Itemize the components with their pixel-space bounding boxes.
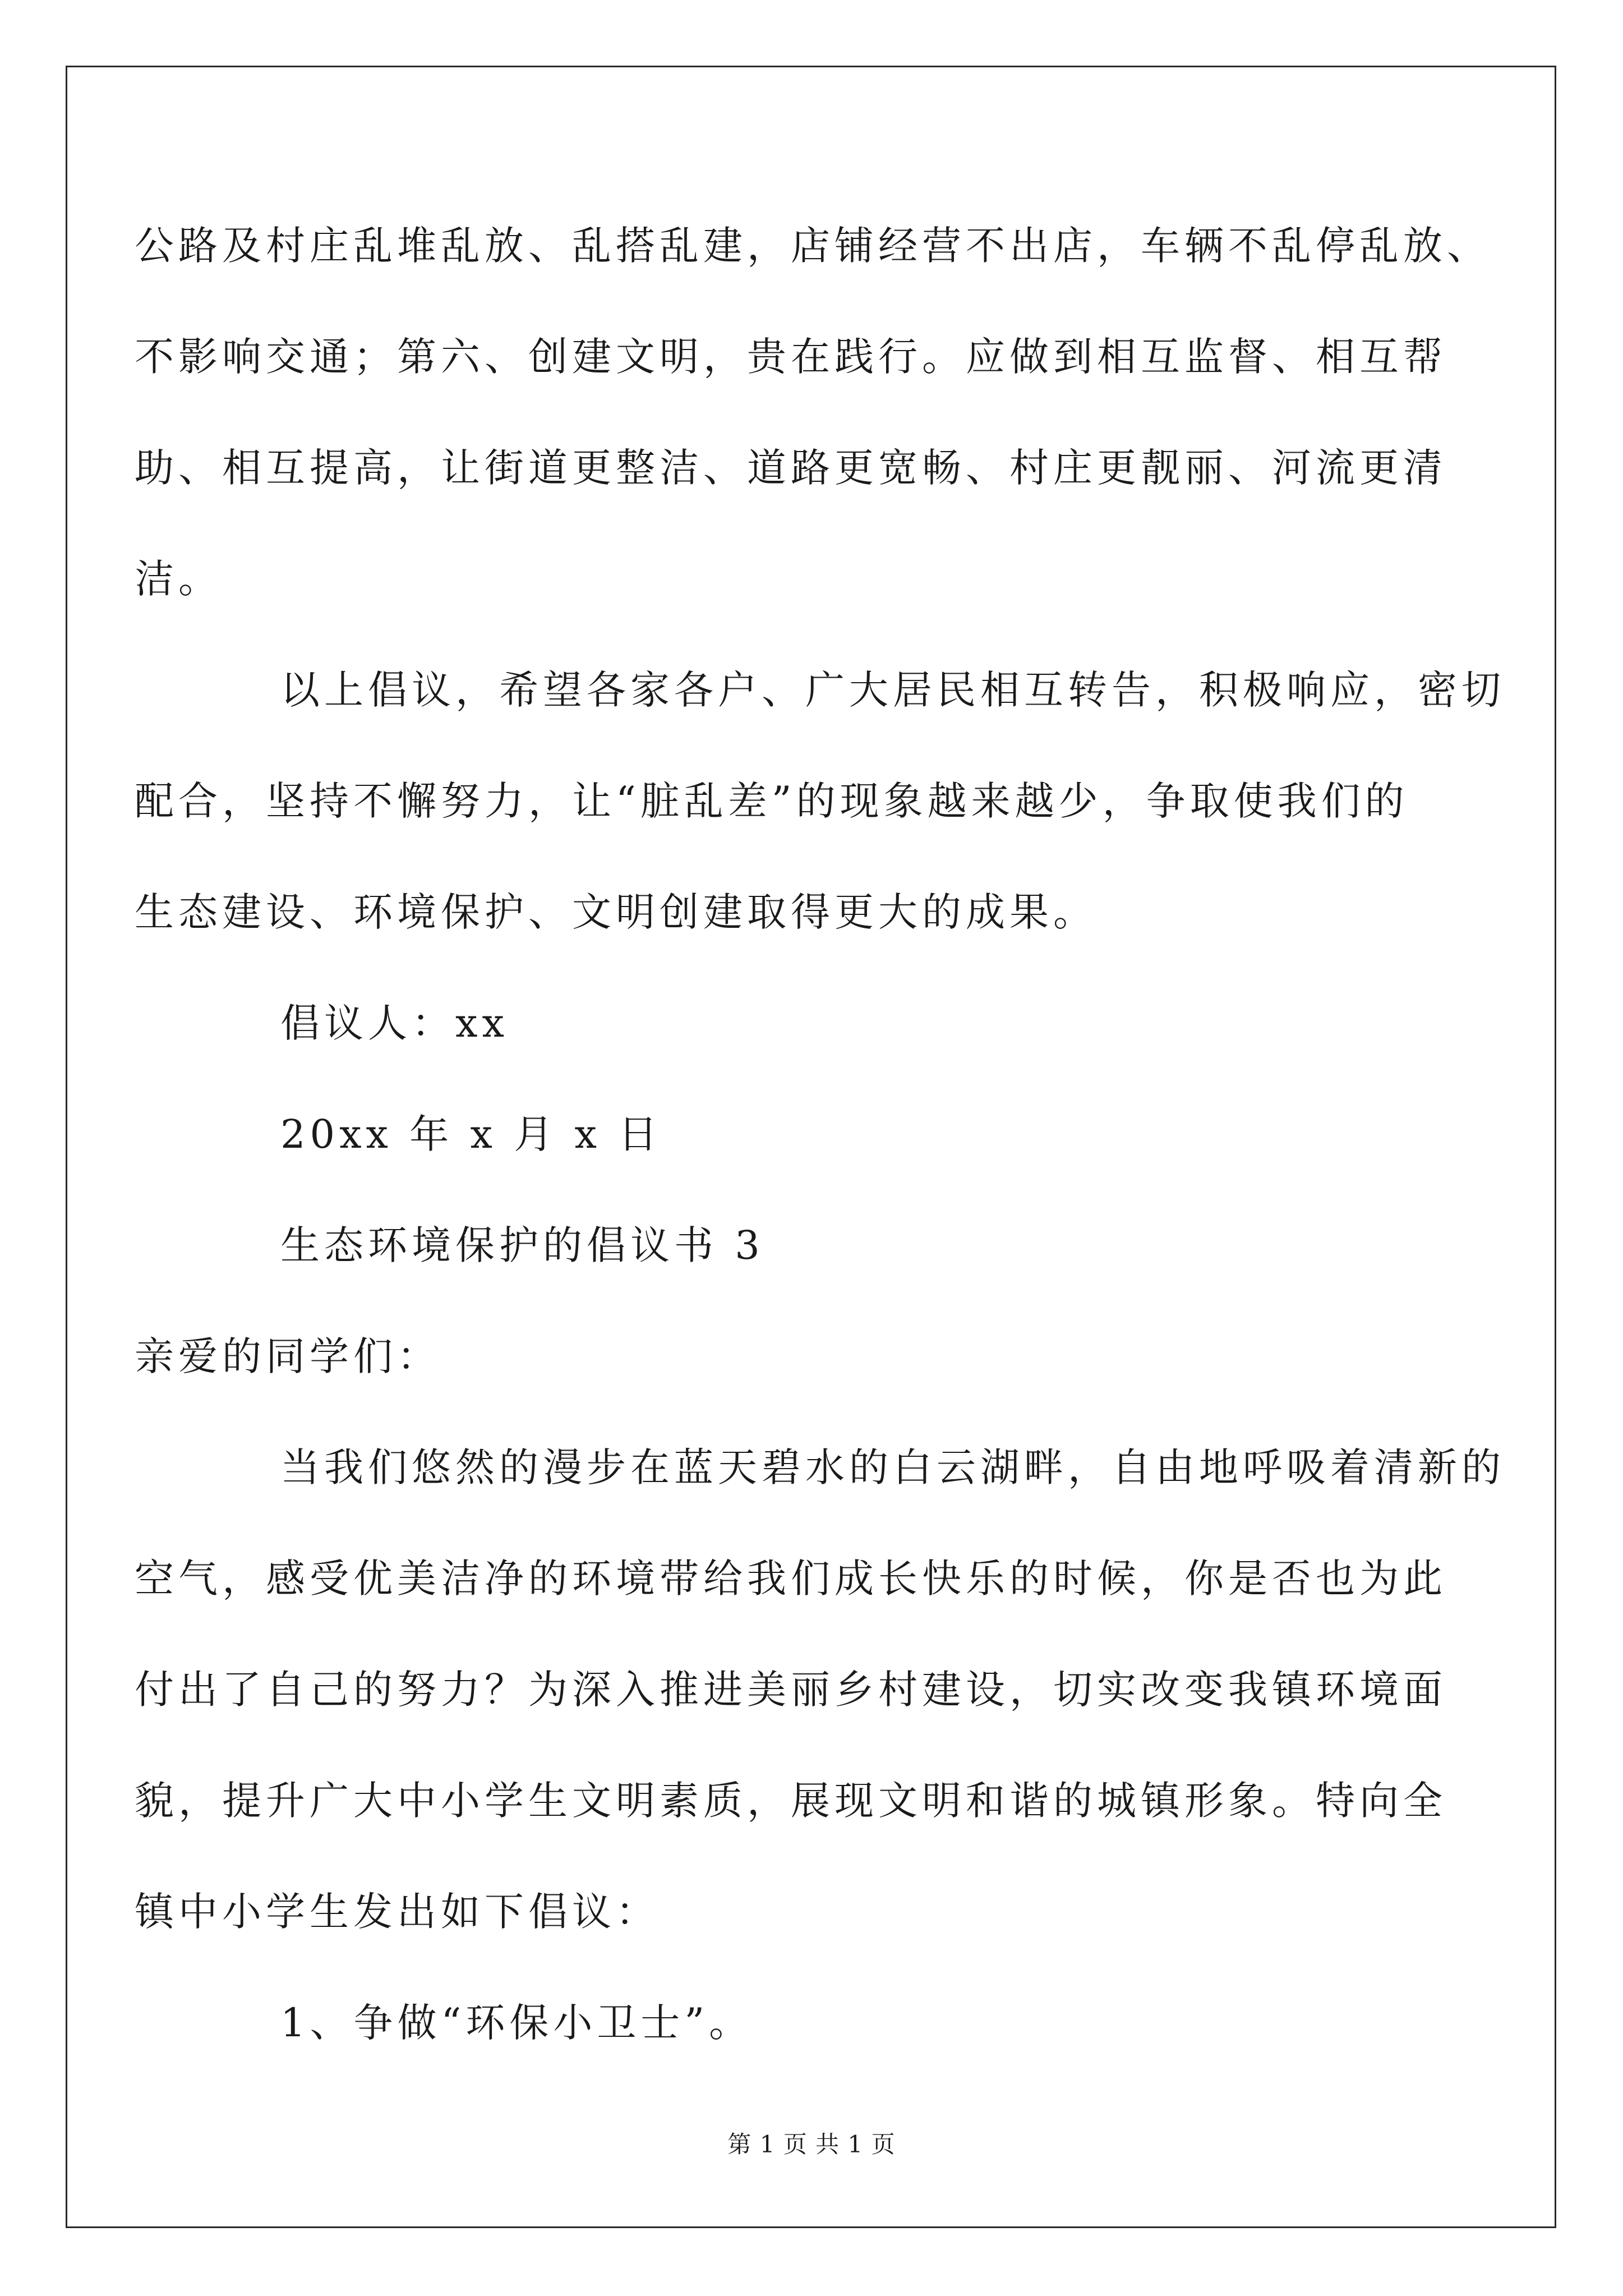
signatory-line: 倡议人：xx xyxy=(280,1000,509,1046)
body-line: 不影响交通；第六、创建文明，贵在践行。应做到相互监督、相互帮 xyxy=(135,334,1447,380)
section-title: 生态环境保护的倡议书 3 xyxy=(280,1222,764,1268)
body-line: 当我们悠然的漫步在蓝天碧水的白云湖畔，自由地呼吸着清新的 xyxy=(280,1444,1505,1490)
page-footer: 第 1 页 共 1 页 xyxy=(727,2131,896,2158)
body-line: 空气，感受优美洁净的环境带给我们成长快乐的时候，你是否也为此 xyxy=(135,1556,1447,1602)
body-line: 助、相互提高，让街道更整洁、道路更宽畅、村庄更靓丽、河流更清 xyxy=(135,445,1447,491)
body-line: 洁。 xyxy=(135,556,222,602)
list-item: 1、争做“环保小卫士”。 xyxy=(280,2000,753,2046)
date-line: 20xx 年 x 月 x 日 xyxy=(280,1111,662,1157)
body-line: 生态建设、环境保护、文明创建取得更大的成果。 xyxy=(135,889,1097,935)
salutation: 亲爱的同学们： xyxy=(135,1333,441,1379)
body-line: 公路及村庄乱堆乱放、乱搭乱建，店铺经营不出店，车辆不乱停乱放、 xyxy=(135,223,1491,269)
body-line: 镇中小学生发出如下倡议： xyxy=(135,1889,660,1935)
body-line: 貌，提升广大中小学生文明素质，展现文明和谐的城镇形象。特向全 xyxy=(135,1778,1447,1824)
body-line: 付出了自己的努力？为深入推进美丽乡村建设，切实改变我镇环境面 xyxy=(135,1667,1447,1713)
body-line: 以上倡议，希望各家各户、广大居民相互转告，积极响应，密切 xyxy=(280,667,1505,713)
body-line: 配合，坚持不懈努力，让“脏乱差”的现象越来越少，争取使我们的 xyxy=(135,778,1409,824)
